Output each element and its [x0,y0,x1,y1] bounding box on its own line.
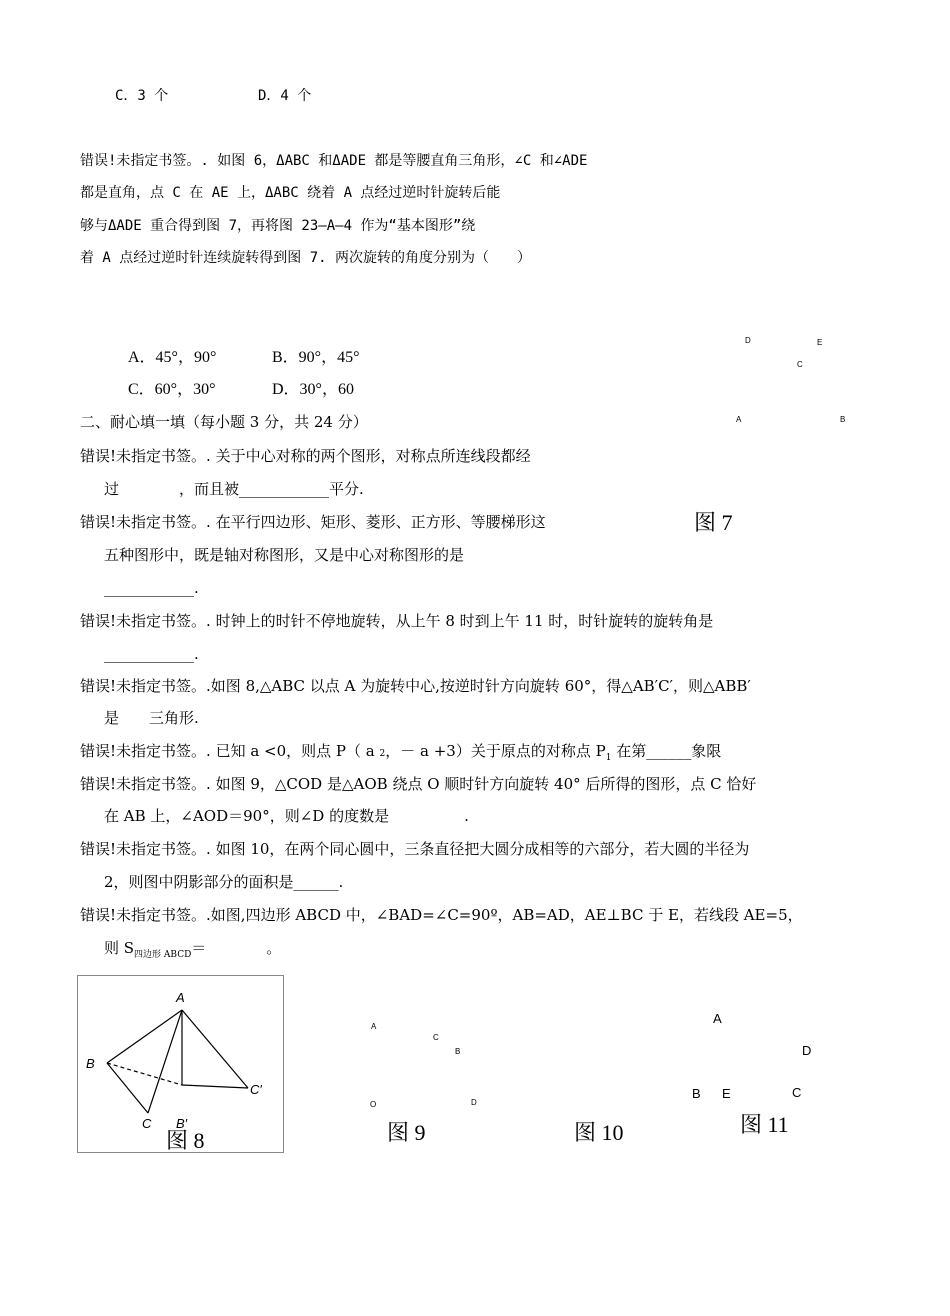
q1-line4: 着 A 点经过逆时针连续旋转得到图 7. 两次旋转的角度分别为（ ） [80,250,531,266]
fig7-label-a: A [736,415,742,424]
q6-text-a: 错误!未指定书签。. 已知 a <0，则点 P（ a [80,742,380,760]
q6-text-b: ，－ a +3）关于原点的对称点 P [385,742,606,760]
fig9-label-d: D [471,1098,477,1107]
option-d: D．4 个 [258,88,312,104]
q9-line1: 错误!未指定书签。.如图,四边形 ABCD 中，∠BAD=∠C=90º，AB=AD，AE⊥BC 于 E，若线段 AE=5， [80,906,803,924]
fig8-caption: 图 8 [166,1128,205,1153]
q5-line1: 错误!未指定书签。.如图 8,△ABC 以点 A 为旋转中心,按逆时针方向旋转 60°，得△AB′C′，则△ABB′ [80,677,751,695]
q1-line2: 都是直角，点 C 在 AE 上，ΔABC 绕着 A 点经过逆时针旋转后能 [80,185,501,201]
q1-option-a: A．45°，90° [128,349,217,366]
q1-line1: 错误!未指定书签。. 如图 6，ΔABC 和ΔADE 都是等腰直角三角形，∠C 和∠ADE [80,153,588,169]
q3-line3: ____________. [104,579,199,597]
q5-line2: 是 三角形. [104,709,199,727]
fig11-label-d: D [802,1043,812,1058]
q9-text-a: 则 S [104,939,135,957]
q9-subscript: 四边形 ABCD [134,950,192,960]
q1-option-b: B．90°，45° [272,349,360,366]
q2-line2: 过 ，而且被____________平分. [104,480,364,498]
q2-line1: 错误!未指定书签。. 关于中心对称的两个图形，对称点所连线段都经 [80,447,531,465]
q3-line2: 五种图形中，既是轴对称图形，又是中心对称图形的是 [104,546,465,564]
q1-line3: 够与ΔADE 重合得到图 7，再将图 23—A—4 作为“基本图形”绕 [80,218,476,234]
q6-subscript: 1 [605,753,612,763]
q3-line1: 错误!未指定书签。. 在平行四边形、矩形、菱形、正方形、等腰梯形这 [80,513,546,531]
fig11-label-a: A [713,1011,722,1026]
option-c: C．3 个 [115,88,169,104]
fig8-label-b: B [86,1056,95,1071]
q9-text-b: ＝ 。 [191,939,282,957]
q9-line2 [104,938,281,965]
fig8-label-c: C [142,1116,152,1131]
q4-line1: 错误!未指定书签。. 时钟上的时针不停地旋转，从上午 8 时到上午 11 时，时针旋转的旋转角是 [80,612,714,630]
fig11-label-c: C [792,1085,802,1100]
fig9-label-b: B [455,1047,461,1056]
fig8-label-a: A [176,990,185,1005]
fig7-caption: 图 7 [694,510,733,535]
q6-superscript: 2 [379,749,386,759]
fig11-label-e: E [722,1086,731,1101]
fig9-caption: 图 9 [387,1120,426,1145]
fig11-caption: 图 11 [740,1112,789,1137]
fig10-caption: 图 10 [574,1120,624,1145]
q8-line2: 2，则图中阴影部分的面积是______. [104,873,344,891]
q8-line1: 错误!未指定书签。. 如图 10，在两个同心圆中，三条直径把大圆分成相等的六部分，若大圆的半径为 [80,840,750,858]
section-heading: 二、耐心填一填（每小题 3 分，共 24 分） [80,413,368,431]
q7-line2: 在 AB 上，∠AOD＝90°，则∠D 的度数是 . [104,807,469,825]
q7-line1: 错误!未指定书签。. 如图 9，△COD 是△AOB 绕点 O 顺时针方向旋转 40° 后所得的图形，点 C 恰好 [80,775,757,793]
q6-line1 [80,741,721,768]
q6-text-c: 在第______象限 [611,742,722,760]
fig7-label-e: E [817,338,823,347]
fig7-label-d: D [745,336,751,345]
figure-8 [77,975,284,1153]
fig9-label-a: A [371,1022,377,1031]
fig8-label-cprime: C′ [250,1082,262,1097]
q4-line2: ____________. [104,645,199,663]
q1-option-c: C．60°，30° [128,381,216,398]
fig11-label-b: B [692,1086,701,1101]
fig9-label-o: O [370,1100,377,1109]
fig7-label-c: C [797,360,803,369]
fig8-label-bprime: B′ [176,1116,188,1131]
fig7-label-b: B [840,415,846,424]
q1-option-d: D．30°，60 [272,381,354,398]
fig9-label-c: C [433,1033,439,1042]
